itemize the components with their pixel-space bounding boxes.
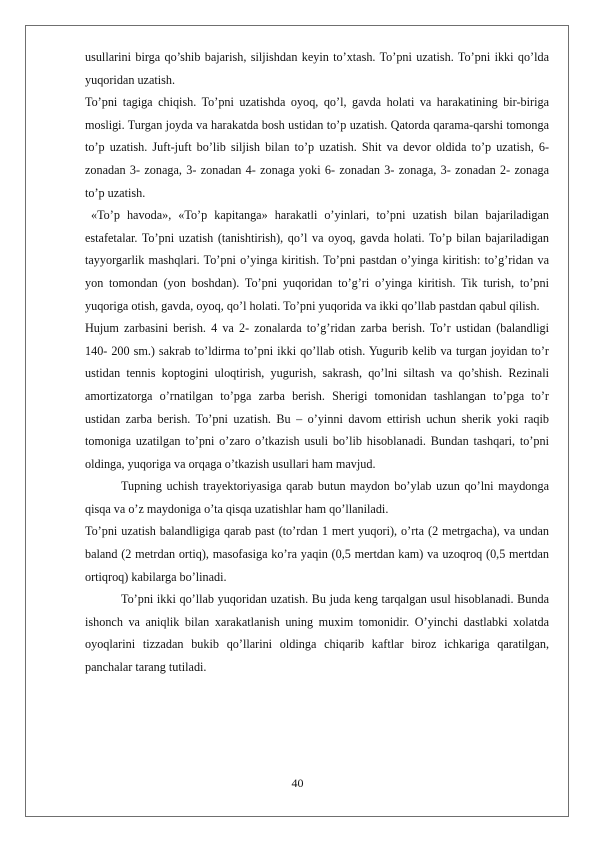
- paragraph-3: «To’p havoda», «To’p kapitanga» harakatli o’yinlari, to’pni uzatish bilan bajariladigan estafetalar. To’pni uzatish (tanishtirish), qo’l va oyoq, gavda holati. To’p bilan bajariladigan tayyorgarlik mashqlari. To’pni o’yinga kiritish. To’pni pastdan o’yinga kiritish: to’g’ridan va yon tomondan (yon boshdan). To’pni yuqoridan to’g’ri o’yinga kiritish. Tik turish, to’pni yuqoriga otish, gavda, oyoq, qo’l holati. To’pni yuqorida va ikki qo’llab pastdan qabul qilish.: [85, 208, 549, 313]
- paragraph-5: Tupning uchish trayektoriyasiga qarab butun maydon bo’ylab uzun qo’lni maydonga qisqa va o’z maydoniga o’ta qisqa uzatishlar ham qo’llaniladi.: [85, 479, 549, 516]
- paragraph-2: To’pni tagiga chiqish. To’pni uzatishda oyoq, qo’l, gavda holati va harakatining bir-biriga mosligi. Turgan joyda va harakatda bosh ustidan to’p uzatish. Qatorda qarama-qarshi tomonga to’p uzatish. Juft-juft bo’lib siljish bilan to’p uzatish. Shit va devor oldida to’p uzatish, 6- zonadan 3- zonaga, 3- zonadan 4- zonaga yoki 6- zonadan 3- zonaga, 3- zonadan 2- zonaga to’p uzatish.: [85, 95, 549, 200]
- page-number: 40: [291, 776, 304, 790]
- paragraph-4: Hujum zarbasini berish. 4 va 2- zonalarda to’g’ridan zarba berish. To’r ustidan (balandligi 140- 200 sm.) sakrab to’ldirma to’pni ikki qo’llab otish. Yugurib kelib va turgan joyidan to’r ustidan tennis koptogini uloqtirish, yugurish, sakrash, qo’lni siltash va qo’shish. Rezinali amortizatorga o’rnatilgan to’pga zarba berish. Sherigi tomonidan tashlangan to’pga to’r ustidan zarba berish. To’pni uzatish. Bu – o’yinni davom ettirish uchun sherik yoki raqib tomoniga uzatilgan to’pni o’zaro o’tkazish usuli bo’lib hisoblanadi. Bundan tashqari, to’pni oldinga, yuqoriga va orqaga o’tkazish usullari ham mavjud.: [85, 321, 549, 471]
- paragraph-7: To’pni ikki qo’llab yuqoridan uzatish. Bu juda keng tarqalgan usul hisoblanadi. Bunda ishonch va aniqlik bilan xarakatlanish uning muxim tomonidir. O’yinchi dastlabki xolatda oyoqlarini tizzadan bukib qo’llarini oldinga chiqarib kaftlar biroz ichkariga qaratilgan, panchalar tarang tutiladi.: [85, 592, 549, 675]
- paragraph-6: To’pni uzatish balandligiga qarab past (to’rdan 1 mert yuqori), o’rta (2 metrgacha), va undan baland (2 metrdan ortiq), masofasiga ko’ra yaqin (0,5 mertdan kam) va uzoqroq (0,5 mertdan ortiqroq) kabilarga bo’linadi.: [85, 524, 549, 584]
- page-body: [85, 46, 549, 679]
- paragraph-1: usullarini birga qo’shib bajarish, siljishdan keyin to’xtash. To’pni uzatish. To’pni ikki qo’lda yuqoridan uzatish.: [85, 50, 549, 87]
